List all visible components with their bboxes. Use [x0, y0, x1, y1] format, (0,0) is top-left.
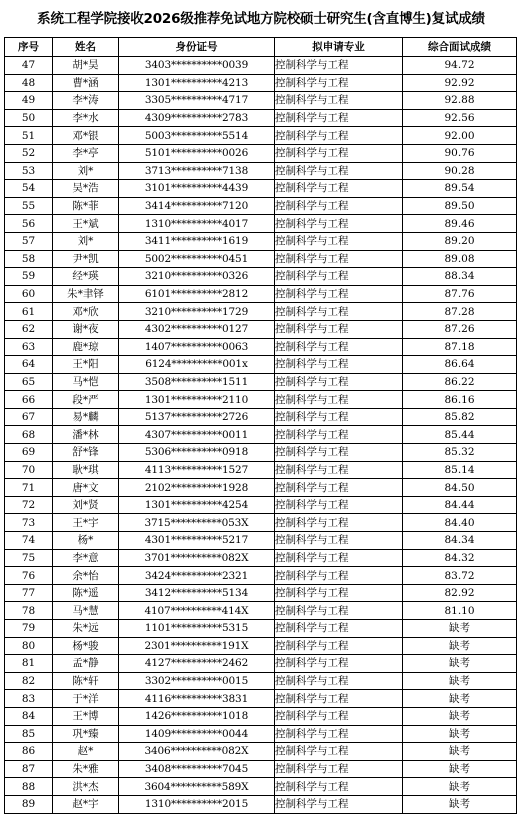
- cell-id-number: 4116**********3831: [119, 690, 275, 708]
- cell-name: 段*严: [53, 391, 119, 409]
- cell-id-number: 1310**********2015: [119, 795, 275, 813]
- cell-score: 81.10: [403, 602, 517, 620]
- cell-major: 控制科学与工程: [275, 109, 403, 127]
- cell-score: 84.34: [403, 532, 517, 550]
- cell-id-number: 1310**********4017: [119, 215, 275, 233]
- cell-seq: 70: [5, 461, 53, 479]
- cell-name: 洪*杰: [53, 778, 119, 796]
- cell-seq: 83: [5, 690, 53, 708]
- cell-seq: 54: [5, 180, 53, 198]
- cell-seq: 77: [5, 584, 53, 602]
- cell-name: 赵*宇: [53, 795, 119, 813]
- cell-seq: 86: [5, 743, 53, 761]
- cell-name: 刘*: [53, 232, 119, 250]
- cell-name: 唐*文: [53, 479, 119, 497]
- cell-major: 控制科学与工程: [275, 637, 403, 655]
- cell-name: 陈*遥: [53, 584, 119, 602]
- cell-score: 85.32: [403, 444, 517, 462]
- cell-name: 刘*贤: [53, 496, 119, 514]
- header-id-number: 身份证号: [119, 38, 275, 57]
- cell-name: 胡*昊: [53, 57, 119, 75]
- cell-id-number: 5002**********0451: [119, 250, 275, 268]
- cell-name: 邓*欣: [53, 303, 119, 321]
- table-row: [5, 197, 517, 215]
- cell-name: 杨*: [53, 532, 119, 550]
- cell-name: 谢*夜: [53, 320, 119, 338]
- cell-id-number: 3412**********5134: [119, 584, 275, 602]
- cell-seq: 68: [5, 426, 53, 444]
- cell-name: 刘*: [53, 162, 119, 180]
- cell-id-number: 1426**********1018: [119, 707, 275, 725]
- cell-seq: 74: [5, 532, 53, 550]
- cell-seq: 55: [5, 197, 53, 215]
- cell-score: 缺考: [403, 743, 517, 761]
- cell-major: 控制科学与工程: [275, 92, 403, 110]
- cell-major: 控制科学与工程: [275, 373, 403, 391]
- cell-seq: 60: [5, 285, 53, 303]
- table-row: [5, 707, 517, 725]
- cell-major: 控制科学与工程: [275, 760, 403, 778]
- table-row: [5, 690, 517, 708]
- cell-seq: 64: [5, 356, 53, 374]
- cell-id-number: 4309**********2783: [119, 109, 275, 127]
- cell-score: 84.32: [403, 549, 517, 567]
- cell-major: 控制科学与工程: [275, 127, 403, 145]
- header-name: 姓名: [53, 38, 119, 57]
- cell-name: 尹*凯: [53, 250, 119, 268]
- cell-score: 83.72: [403, 567, 517, 585]
- cell-seq: 79: [5, 620, 53, 638]
- table-row: [5, 232, 517, 250]
- cell-name: 舒*锋: [53, 444, 119, 462]
- cell-score: 缺考: [403, 620, 517, 638]
- table-row: [5, 584, 517, 602]
- cell-major: 控制科学与工程: [275, 285, 403, 303]
- cell-name: 李*亭: [53, 144, 119, 162]
- cell-name: 鹿*琼: [53, 338, 119, 356]
- cell-id-number: 4107**********414X: [119, 602, 275, 620]
- table-row: [5, 514, 517, 532]
- cell-id-number: 3424**********2321: [119, 567, 275, 585]
- cell-seq: 81: [5, 655, 53, 673]
- table-row: [5, 250, 517, 268]
- table-row: [5, 795, 517, 813]
- cell-id-number: 1301**********4254: [119, 496, 275, 514]
- cell-seq: 85: [5, 725, 53, 743]
- cell-name: 孟*静: [53, 655, 119, 673]
- cell-seq: 65: [5, 373, 53, 391]
- cell-score: 88.34: [403, 268, 517, 286]
- cell-id-number: 1407**********0063: [119, 338, 275, 356]
- cell-name: 巩*臻: [53, 725, 119, 743]
- cell-id-number: 4113**********1527: [119, 461, 275, 479]
- cell-seq: 69: [5, 444, 53, 462]
- cell-score: 缺考: [403, 795, 517, 813]
- table-row: [5, 92, 517, 110]
- cell-major: 控制科学与工程: [275, 444, 403, 462]
- cell-seq: 87: [5, 760, 53, 778]
- cell-id-number: 3210**********0326: [119, 268, 275, 286]
- cell-name: 陈*菲: [53, 197, 119, 215]
- cell-score: 89.54: [403, 180, 517, 198]
- cell-id-number: 1301**********4213: [119, 74, 275, 92]
- cell-id-number: 3701**********082X: [119, 549, 275, 567]
- cell-id-number: 3414**********7120: [119, 197, 275, 215]
- cell-name: 马*恺: [53, 373, 119, 391]
- cell-major: 控制科学与工程: [275, 514, 403, 532]
- cell-seq: 50: [5, 109, 53, 127]
- cell-name: 经*瑛: [53, 268, 119, 286]
- cell-major: 控制科学与工程: [275, 162, 403, 180]
- cell-score: 92.88: [403, 92, 517, 110]
- cell-major: 控制科学与工程: [275, 620, 403, 638]
- cell-seq: 58: [5, 250, 53, 268]
- cell-major: 控制科学与工程: [275, 180, 403, 198]
- cell-major: 控制科学与工程: [275, 778, 403, 796]
- cell-seq: 75: [5, 549, 53, 567]
- cell-seq: 61: [5, 303, 53, 321]
- cell-seq: 59: [5, 268, 53, 286]
- cell-score: 85.44: [403, 426, 517, 444]
- table-row: [5, 672, 517, 690]
- table-row: [5, 655, 517, 673]
- cell-major: 控制科学与工程: [275, 303, 403, 321]
- cell-major: 控制科学与工程: [275, 426, 403, 444]
- cell-score: 84.44: [403, 496, 517, 514]
- table-row: [5, 426, 517, 444]
- cell-seq: 78: [5, 602, 53, 620]
- cell-seq: 73: [5, 514, 53, 532]
- cell-major: 控制科学与工程: [275, 391, 403, 409]
- table-row: [5, 496, 517, 514]
- cell-major: 控制科学与工程: [275, 496, 403, 514]
- cell-id-number: 5101**********0026: [119, 144, 275, 162]
- cell-name: 李*水: [53, 109, 119, 127]
- cell-id-number: 3302**********0015: [119, 672, 275, 690]
- cell-seq: 47: [5, 57, 53, 75]
- cell-score: 缺考: [403, 690, 517, 708]
- cell-id-number: 1101**********5315: [119, 620, 275, 638]
- cell-score: 89.08: [403, 250, 517, 268]
- table-row: [5, 74, 517, 92]
- cell-id-number: 5306**********0918: [119, 444, 275, 462]
- table-row: [5, 549, 517, 567]
- table-row: [5, 461, 517, 479]
- cell-name: 朱*聿铎: [53, 285, 119, 303]
- cell-id-number: 3408**********7045: [119, 760, 275, 778]
- cell-id-number: 2301**********191X: [119, 637, 275, 655]
- cell-major: 控制科学与工程: [275, 532, 403, 550]
- cell-score: 缺考: [403, 760, 517, 778]
- cell-major: 控制科学与工程: [275, 707, 403, 725]
- cell-seq: 52: [5, 144, 53, 162]
- cell-major: 控制科学与工程: [275, 584, 403, 602]
- cell-major: 控制科学与工程: [275, 197, 403, 215]
- cell-id-number: 3604**********589X: [119, 778, 275, 796]
- table-row: [5, 109, 517, 127]
- cell-seq: 63: [5, 338, 53, 356]
- table-row: [5, 373, 517, 391]
- cell-major: 控制科学与工程: [275, 74, 403, 92]
- cell-score: 92.92: [403, 74, 517, 92]
- table-row: [5, 285, 517, 303]
- cell-score: 85.14: [403, 461, 517, 479]
- cell-major: 控制科学与工程: [275, 144, 403, 162]
- header-score: 综合面试成绩: [403, 38, 517, 57]
- cell-id-number: 3210**********1729: [119, 303, 275, 321]
- table-row: [5, 620, 517, 638]
- cell-score: 缺考: [403, 672, 517, 690]
- cell-name: 陈*轩: [53, 672, 119, 690]
- cell-seq: 67: [5, 408, 53, 426]
- cell-name: 王*宇: [53, 514, 119, 532]
- cell-score: 84.50: [403, 479, 517, 497]
- cell-seq: 80: [5, 637, 53, 655]
- table-row: [5, 725, 517, 743]
- cell-id-number: 3403**********0039: [119, 57, 275, 75]
- cell-id-number: 5003**********5514: [119, 127, 275, 145]
- table-row: [5, 479, 517, 497]
- cell-score: 89.50: [403, 197, 517, 215]
- cell-score: 90.28: [403, 162, 517, 180]
- cell-name: 耿*琪: [53, 461, 119, 479]
- cell-name: 王*斌: [53, 215, 119, 233]
- cell-name: 朱*远: [53, 620, 119, 638]
- cell-major: 控制科学与工程: [275, 549, 403, 567]
- cell-id-number: 4302**********0127: [119, 320, 275, 338]
- cell-name: 潘*林: [53, 426, 119, 444]
- table-row: [5, 532, 517, 550]
- cell-major: 控制科学与工程: [275, 672, 403, 690]
- cell-score: 89.46: [403, 215, 517, 233]
- cell-id-number: 3101**********4439: [119, 180, 275, 198]
- table-row: [5, 760, 517, 778]
- table-row: [5, 391, 517, 409]
- cell-score: 87.76: [403, 285, 517, 303]
- cell-seq: 72: [5, 496, 53, 514]
- cell-seq: 56: [5, 215, 53, 233]
- table-row: [5, 127, 517, 145]
- cell-name: 朱*雅: [53, 760, 119, 778]
- cell-seq: 51: [5, 127, 53, 145]
- cell-id-number: 3715**********053X: [119, 514, 275, 532]
- cell-seq: 71: [5, 479, 53, 497]
- cell-id-number: 3508**********1511: [119, 373, 275, 391]
- cell-name: 李*涛: [53, 92, 119, 110]
- cell-score: 缺考: [403, 778, 517, 796]
- cell-major: 控制科学与工程: [275, 320, 403, 338]
- table-row: [5, 408, 517, 426]
- header-seq: 序号: [5, 38, 53, 57]
- cell-score: 84.40: [403, 514, 517, 532]
- cell-id-number: 3411**********1619: [119, 232, 275, 250]
- cell-name: 曹*涵: [53, 74, 119, 92]
- cell-major: 控制科学与工程: [275, 215, 403, 233]
- cell-major: 控制科学与工程: [275, 461, 403, 479]
- cell-id-number: 2102**********1928: [119, 479, 275, 497]
- cell-seq: 62: [5, 320, 53, 338]
- cell-seq: 88: [5, 778, 53, 796]
- cell-score: 92.56: [403, 109, 517, 127]
- cell-major: 控制科学与工程: [275, 602, 403, 620]
- cell-id-number: 3406**********082X: [119, 743, 275, 761]
- cell-seq: 89: [5, 795, 53, 813]
- results-table: [4, 37, 517, 814]
- cell-id-number: 1301**********2110: [119, 391, 275, 409]
- header-row: [5, 38, 517, 57]
- cell-name: 王*阳: [53, 356, 119, 374]
- cell-seq: 48: [5, 74, 53, 92]
- cell-name: 吴*浩: [53, 180, 119, 198]
- cell-score: 90.76: [403, 144, 517, 162]
- table-row: [5, 303, 517, 321]
- cell-seq: 49: [5, 92, 53, 110]
- cell-score: 85.82: [403, 408, 517, 426]
- cell-major: 控制科学与工程: [275, 567, 403, 585]
- cell-score: 缺考: [403, 707, 517, 725]
- cell-seq: 53: [5, 162, 53, 180]
- cell-score: 缺考: [403, 637, 517, 655]
- cell-major: 控制科学与工程: [275, 57, 403, 75]
- table-row: [5, 162, 517, 180]
- cell-major: 控制科学与工程: [275, 725, 403, 743]
- cell-major: 控制科学与工程: [275, 655, 403, 673]
- cell-score: 缺考: [403, 725, 517, 743]
- table-row: [5, 602, 517, 620]
- cell-score: 87.26: [403, 320, 517, 338]
- cell-major: 控制科学与工程: [275, 232, 403, 250]
- cell-score: 86.16: [403, 391, 517, 409]
- cell-score: 87.28: [403, 303, 517, 321]
- cell-score: 89.20: [403, 232, 517, 250]
- table-row: [5, 268, 517, 286]
- table-row: [5, 57, 517, 75]
- table-row: [5, 567, 517, 585]
- cell-id-number: 6101**********2812: [119, 285, 275, 303]
- cell-seq: 66: [5, 391, 53, 409]
- table-row: [5, 144, 517, 162]
- cell-score: 缺考: [403, 655, 517, 673]
- cell-major: 控制科学与工程: [275, 690, 403, 708]
- table-row: [5, 743, 517, 761]
- cell-name: 杨*骏: [53, 637, 119, 655]
- cell-id-number: 3713**********7138: [119, 162, 275, 180]
- cell-major: 控制科学与工程: [275, 268, 403, 286]
- cell-seq: 82: [5, 672, 53, 690]
- cell-major: 控制科学与工程: [275, 356, 403, 374]
- cell-score: 86.64: [403, 356, 517, 374]
- cell-name: 赵*: [53, 743, 119, 761]
- cell-name: 王*博: [53, 707, 119, 725]
- table-body: [5, 57, 517, 814]
- cell-score: 86.22: [403, 373, 517, 391]
- cell-major: 控制科学与工程: [275, 338, 403, 356]
- table-row: [5, 215, 517, 233]
- cell-id-number: 3305**********4717: [119, 92, 275, 110]
- table-row: [5, 320, 517, 338]
- cell-id-number: 4301**********5217: [119, 532, 275, 550]
- cell-major: 控制科学与工程: [275, 408, 403, 426]
- cell-score: 94.72: [403, 57, 517, 75]
- cell-id-number: 4307**********0011: [119, 426, 275, 444]
- cell-major: 控制科学与工程: [275, 743, 403, 761]
- table-row: [5, 778, 517, 796]
- table-row: [5, 180, 517, 198]
- cell-name: 马*慧: [53, 602, 119, 620]
- cell-seq: 76: [5, 567, 53, 585]
- cell-name: 余*怡: [53, 567, 119, 585]
- cell-score: 82.92: [403, 584, 517, 602]
- table-header: [5, 38, 517, 57]
- cell-seq: 84: [5, 707, 53, 725]
- cell-major: 控制科学与工程: [275, 479, 403, 497]
- document-title: 系统工程学院接收2026级推荐免试地方院校硕士研究生(含直博生)复试成绩: [37, 11, 485, 27]
- cell-major: 控制科学与工程: [275, 795, 403, 813]
- cell-id-number: 6124**********001x: [119, 356, 275, 374]
- cell-score: 87.18: [403, 338, 517, 356]
- cell-score: 92.00: [403, 127, 517, 145]
- table-row: [5, 444, 517, 462]
- table-row: [5, 637, 517, 655]
- cell-id-number: 4127**********2462: [119, 655, 275, 673]
- cell-name: 于*洋: [53, 690, 119, 708]
- table-row: [5, 356, 517, 374]
- table-row: [5, 338, 517, 356]
- cell-major: 控制科学与工程: [275, 250, 403, 268]
- cell-id-number: 1409**********0044: [119, 725, 275, 743]
- cell-name: 易*麟: [53, 408, 119, 426]
- cell-id-number: 5137**********2726: [119, 408, 275, 426]
- cell-name: 李*意: [53, 549, 119, 567]
- cell-name: 邓*银: [53, 127, 119, 145]
- header-major: 拟申请专业: [275, 38, 403, 57]
- cell-seq: 57: [5, 232, 53, 250]
